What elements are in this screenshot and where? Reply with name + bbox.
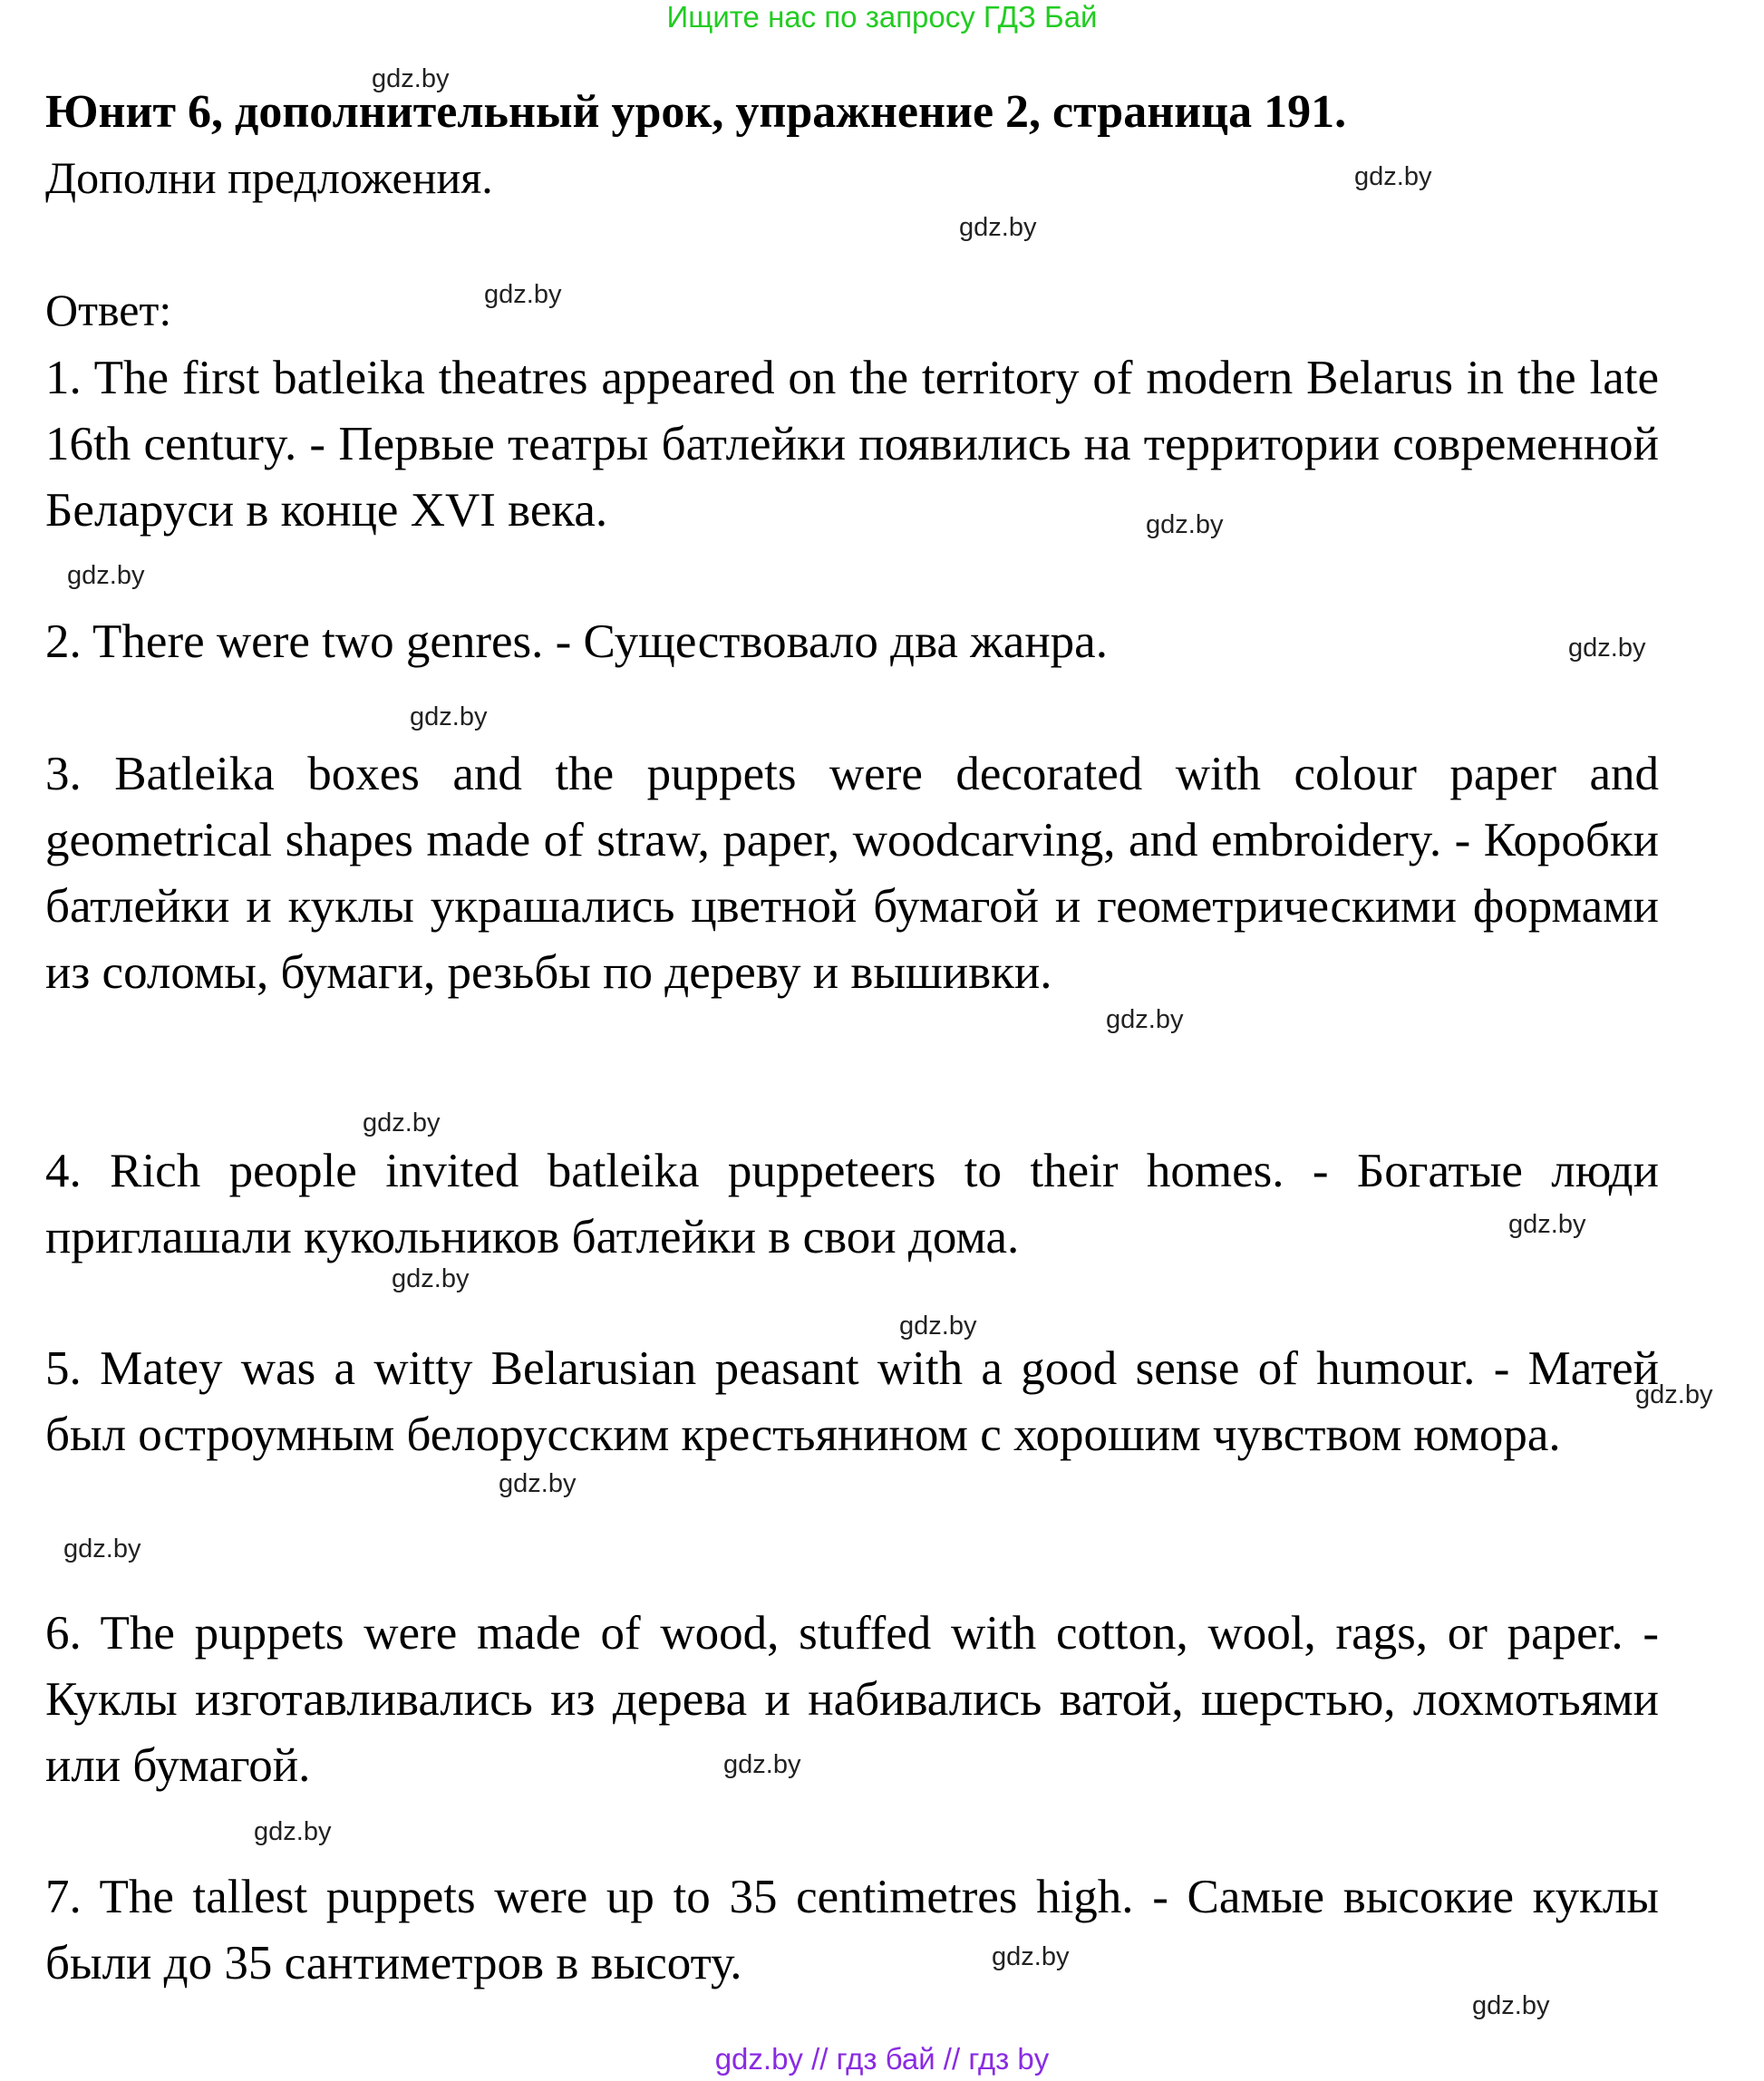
watermark: gdz.by xyxy=(1472,1991,1550,2020)
watermark: gdz.by xyxy=(959,213,1037,242)
top-banner: Ищите нас по запросу ГДЗ Бай xyxy=(666,0,1098,34)
footer-links: gdz.by // гдз бай // гдз by xyxy=(714,2042,1050,2076)
watermark: gdz.by xyxy=(67,561,145,590)
answer-item-5: 5. Matey was a witty Belarusian peasant with a good sense of humour. - Матей был остроумным белорусским крестьянином с хорошим чувством юмора. xyxy=(45,1342,1659,1461)
answer-item-2: 2. There were two genres. - Существовало два жанра. xyxy=(45,615,1108,668)
watermark: gdz.by xyxy=(899,1312,977,1341)
watermark: gdz.by xyxy=(1635,1380,1713,1409)
watermark: gdz.by xyxy=(1106,1005,1184,1034)
watermark: gdz.by xyxy=(372,64,450,93)
page-title: Юнит 6, дополнительный урок, упражнение 2, страница 191. xyxy=(45,86,1347,138)
watermark: gdz.by xyxy=(363,1108,441,1137)
answer-item-6: 6. The puppets were made of wood, stuffed with cotton, wool, rags, or paper. - Куклы изготавливались из дерева и набивались ватой, шерстью, лохмотьями или бумагой. xyxy=(45,1607,1659,1792)
watermark: gdz.by xyxy=(254,1817,332,1846)
watermark: gdz.by xyxy=(63,1534,141,1563)
watermark: gdz.by xyxy=(484,280,562,309)
task-instruction: Дополни предложения. xyxy=(45,152,493,203)
answer-item-1: 1. The first batleika theatres appeared on the territory of modern Belarus in the late 16th century. - Первые театры батлейки появились на территории современной Беларуси в конце XVI века. xyxy=(45,352,1659,537)
watermark: gdz.by xyxy=(1568,634,1646,663)
watermark: gdz.by xyxy=(392,1264,470,1293)
watermark: gdz.by xyxy=(410,702,488,731)
watermark: gdz.by xyxy=(499,1469,577,1498)
answer-item-4: 4. Rich people invited batleika puppeteers to their homes. - Богатые люди приглашали кукольников батлейки в свои дома. xyxy=(45,1145,1659,1263)
answer-item-7: 7. The tallest puppets were up to 35 centimetres high. - Самые высокие куклы были до 35 сантиметров в высоту. xyxy=(45,1871,1659,1989)
answer-label: Ответ: xyxy=(45,285,172,335)
watermark: gdz.by xyxy=(1354,162,1432,191)
answer-item-3: 3. Batleika boxes and the puppets were decorated with colour paper and geometrical shapes made of straw, paper, woodcarving, and embroidery. - Коробки батлейки и куклы украшались цветной бумагой и геометрическими формами из соломы, бумаги, резьбы по дереву и вышивки. xyxy=(45,748,1659,999)
watermark: gdz.by xyxy=(1508,1210,1586,1239)
watermark: gdz.by xyxy=(723,1750,801,1779)
watermark: gdz.by xyxy=(992,1942,1070,1971)
watermark: gdz.by xyxy=(1146,510,1224,539)
